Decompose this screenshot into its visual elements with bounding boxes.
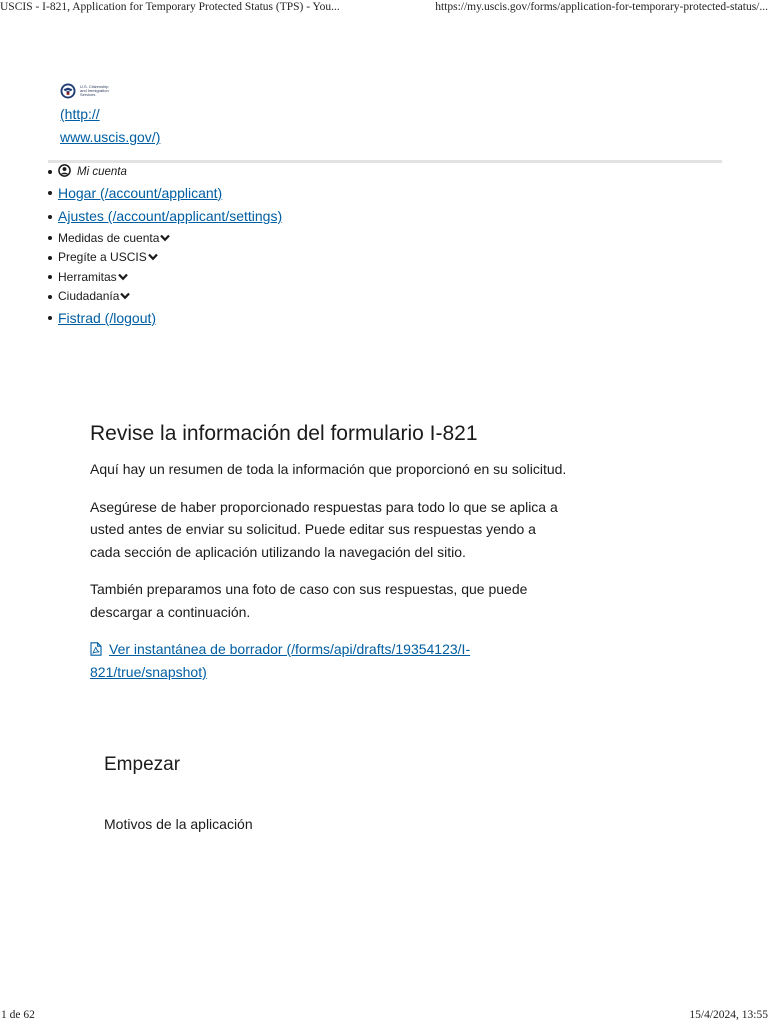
dhs-seal-icon [60,83,76,99]
uscis-logo [60,82,160,100]
nav-item-settings[interactable] [48,205,282,229]
uscis-home-link[interactable] [60,103,160,149]
agency-line: U.S. Citizenship [80,83,109,89]
agency-line: and Immigration [80,87,109,93]
print-datetime: 15/4/2024, 13:55 [689,1009,768,1021]
section-title-empezar: Empezar [104,754,181,775]
nav-account-label: Mi cuenta [77,166,127,178]
chevron-down-icon [148,253,158,261]
print-header [0,0,768,18]
logo-block [60,82,160,149]
account-nav [48,162,282,330]
settings-link[interactable]: Ajustes (/account/applicant/settings) [58,208,283,224]
home-link[interactable]: Hogar (/account/applicant) [58,184,223,201]
nav-item-citizenship[interactable] [48,287,282,307]
chevron-down-icon [160,234,170,242]
intro-paragraph: Aquí hay un resumen de toda la información que proporcionó en su solicitud. [90,461,567,477]
print-header-url: https://my.uscis.gov/forms/application-for-temporary-protected-status/... [435,1,768,13]
page-counter: 1 de 62 [1,1009,35,1021]
snapshot-paragraph: También preparamos una foto de caso con sus respuestas, que puede descargar a continuación. [90,581,528,620]
nav-item-home[interactable] [48,182,282,206]
ask-uscis-label: Pregíte a USCIS [58,250,147,264]
snapshot-row [90,638,570,684]
chevron-down-icon [120,292,130,300]
nav-item-account-actions[interactable] [48,229,282,249]
agency-line: Services [80,92,96,98]
uscis-home-link-line2: www.uscis.gov/) [60,129,161,145]
account-actions-label: Medidas de cuenta [58,230,160,245]
logout-link[interactable]: Fistrad (/logout) [58,309,157,326]
uscis-home-link-line1: (http:// [60,106,100,122]
instructions-paragraph: Asegúrese de haber proporcionado respuestas para todo lo que se aplica a usted antes de enviar su solicitud. Puede editar sus respuestas yendo a cada sección de aplicación utilizando la navegación del sitio. [90,498,558,560]
print-footer [0,1008,768,1024]
nav-item-tools[interactable] [48,268,282,288]
nav-item-ask-uscis[interactable] [48,248,282,268]
view-draft-snapshot-link[interactable]: Ver instantánea de borrador (/forms/api/drafts/19354123/I-821/true/snapshot) [90,641,471,680]
chevron-down-icon [118,273,128,281]
citizenship-label: Ciudadanía [58,289,120,303]
page-title: Revise la información del formulario I-821 [90,422,478,445]
section-item-application-reasons: Motivos de la aplicación [104,816,253,832]
print-header-title: USCIS - I-821, Application for Temporary Protected Status (TPS) - You... [0,1,340,13]
agency-name [80,85,122,98]
review-summary [90,418,570,684]
pdf-file-icon [90,642,102,656]
user-circle-icon [58,164,71,177]
nav-item-logout[interactable] [48,307,282,331]
nav-item-account[interactable] [48,162,282,182]
tools-label: Herramitas [58,269,117,284]
